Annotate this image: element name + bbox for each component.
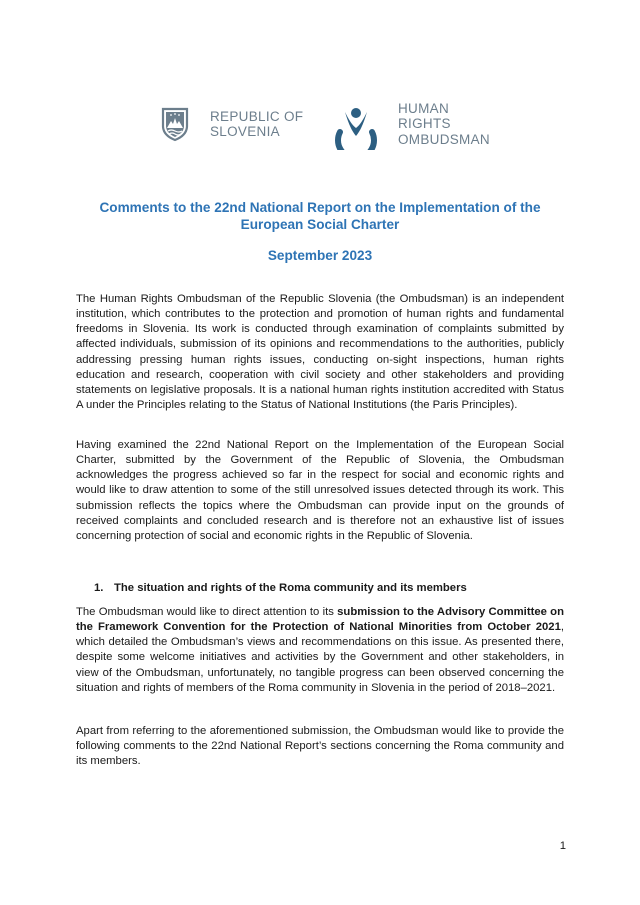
second-paragraph: Having examined the 22nd National Report on the Implementation of the European Social Charter, submitted by the Government of the Republic of Slovenia, the Ombudsman acknowledges the progress achieved so far in the respect for social and economic rights and would like to draw attention to some of the still unresolved issues detected through its work. This submission reflects the topics where the Ombudsman can provide input on the grounds of received complaints and concluded research and is therefore not an exhaustive list of issues concerning protection of social and economic rights in the Republic of Slovenia. <box>76 439 564 542</box>
section-1-paragraph-2: Apart from referring to the aforementioned submission, the Ombudsman would like to provide the following comments to the 22nd National Report’s sections concerning the Roma community and its members. <box>76 725 564 768</box>
intro-paragraph: The Human Rights Ombudsman of the Republic Slovenia (the Ombudsman) is an independent institution, which contributes to the protection and promotion of human rights and fundamental freedoms in Slovenia. Its work is conducted through examination of complaints submitted by affected individuals, submission of its opinions and recommendations to the authorities, publicly addressing pressing human rights issues, conducting on-sight inspections, human rights education and research, cooperation with civil society and other stakeholders and providing statements on legislative proposals. It is a national human rights institution accredited with Status A under the Principles relating to the Status of National Institutions (the Paris Principles). <box>76 293 564 412</box>
human-rights-ombudsman-logo-icon <box>330 98 382 150</box>
paragraph-text-start: The Ombudsman would like to direct attention to its <box>76 606 338 618</box>
section-number: 1. <box>94 582 104 594</box>
slovenian-coat-of-arms-icon <box>160 106 190 142</box>
republic-logo-text: REPUBLIC OF SLOVENIA <box>210 109 304 139</box>
section-1-heading <box>94 582 467 594</box>
page-number: 1 <box>559 840 566 852</box>
submission-reference: submission to the Advisory Committee on the Framework Convention for the Protection of National Minorities from October 2021 <box>76 606 564 634</box>
paragraph-text-end: , which detailed the Ombudsman’s views and recommendations on this issue. As presented there, despite some welcome initiatives and activities by the Government and other stakeholders, in view of the Ombudsman, unfortunately, no tangible progress can been observed concerning the situation and rights of members of the Roma community in Slovenia in the period of 2018–2021. <box>76 621 564 694</box>
republic-of-slovenia-logo <box>160 106 303 142</box>
document-date: September 2023 <box>267 248 373 263</box>
section-1-paragraph-1 <box>76 605 564 696</box>
section-title: The situation and rights of the Roma community and its members <box>114 582 467 594</box>
ombudsman-logo-text: HUMAN RIGHTS OMBUDSMAN <box>398 100 490 147</box>
header-logos <box>160 98 500 158</box>
human-rights-ombudsman-logo <box>330 98 490 150</box>
document-title: Comments to the 22nd National Report on the Implementation of the European Social Charter <box>99 200 541 232</box>
